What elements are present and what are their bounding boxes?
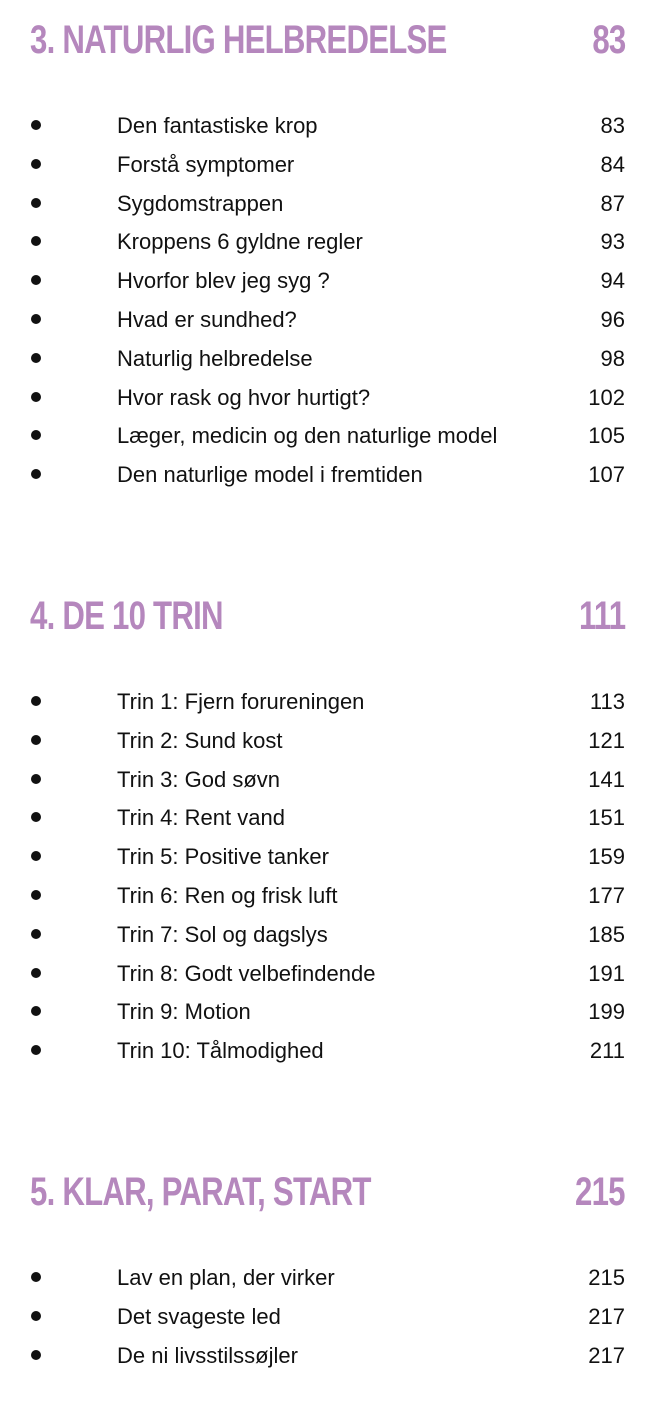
- toc-entry: [0, 1038, 669, 1077]
- entry-page-number: 93: [600, 229, 625, 255]
- entry-page-number: 98: [600, 345, 625, 371]
- toc-entry: [0, 268, 669, 307]
- bullet-icon: [31, 1045, 41, 1055]
- entry-title: Trin 10: Tålmodighed: [117, 1038, 324, 1064]
- toc-entry: [0, 883, 669, 922]
- section-title: 4. DE 10 TRIN: [30, 594, 223, 638]
- bullet-icon: [31, 353, 41, 363]
- entry-page-number: 96: [600, 306, 625, 332]
- toc-entry: [0, 229, 669, 268]
- toc-list: [0, 113, 669, 501]
- bullet-icon: [31, 735, 41, 745]
- entry-title: Den fantastiske krop: [117, 113, 318, 138]
- toc-entry: [0, 307, 669, 346]
- toc-section-3: [0, 18, 669, 488]
- section-heading: [0, 1170, 669, 1230]
- toc-entry: [0, 113, 669, 152]
- bullet-icon: [31, 159, 41, 169]
- toc-entry: [0, 805, 669, 844]
- toc-entry: [0, 152, 669, 191]
- entry-page-number: 159: [588, 844, 625, 870]
- entry-page-number: 121: [588, 727, 625, 753]
- bullet-icon: [31, 469, 41, 479]
- entry-title: Lav en plan, der virker: [117, 1265, 335, 1290]
- toc-entry: [0, 385, 669, 424]
- entry-title: Læger, medicin og den naturlige model: [117, 423, 498, 449]
- toc-entry: [0, 767, 669, 806]
- toc-section-4: [0, 594, 669, 1064]
- toc-entry: [0, 462, 669, 501]
- entry-page-number: 105: [588, 423, 625, 449]
- entry-title: Den naturlige model i fremtiden: [117, 462, 423, 488]
- toc-list: [0, 689, 669, 1077]
- section-page-number: 83: [591, 18, 625, 62]
- entry-page-number: 84: [600, 151, 625, 177]
- bullet-icon: [31, 812, 41, 822]
- toc-entry: [0, 1343, 669, 1382]
- bullet-icon: [31, 968, 41, 978]
- toc-entry: [0, 961, 669, 1000]
- bullet-icon: [31, 929, 41, 939]
- entry-page-number: 185: [588, 921, 625, 947]
- bullet-icon: [31, 236, 41, 246]
- bullet-icon: [31, 120, 41, 130]
- toc-section-5: [0, 1170, 669, 1368]
- toc-entry: [0, 689, 669, 728]
- bullet-icon: [31, 1311, 41, 1321]
- entry-title: Trin 6: Ren og frisk luft: [117, 882, 338, 908]
- bullet-icon: [31, 198, 41, 208]
- entry-page-number: 191: [588, 960, 625, 986]
- entry-page-number: 199: [588, 999, 625, 1025]
- entry-title: Sygdomstrappen: [117, 190, 284, 216]
- toc-entry: [0, 191, 669, 230]
- entry-page-number: 113: [589, 689, 625, 714]
- entry-page-number: 217: [588, 1303, 625, 1329]
- toc-entry: [0, 423, 669, 462]
- entry-page-number: 177: [588, 882, 625, 908]
- section-page-number: 215: [575, 1170, 625, 1214]
- toc-entry: [0, 844, 669, 883]
- entry-title: Naturlig helbredelse: [117, 345, 313, 371]
- toc-entry: [0, 1304, 669, 1343]
- section-heading: [0, 18, 669, 78]
- toc-entry: [0, 999, 669, 1038]
- entry-page-number: 211: [589, 1038, 625, 1064]
- entry-title: De ni livsstilssøjler: [117, 1342, 298, 1368]
- toc-entry: [0, 728, 669, 767]
- entry-page-number: 94: [600, 268, 625, 294]
- section-heading: [0, 594, 669, 654]
- entry-page-number: 217: [588, 1342, 625, 1368]
- toc-entry: [0, 922, 669, 961]
- bullet-icon: [31, 1272, 41, 1282]
- entry-page-number: 102: [588, 384, 625, 410]
- entry-title: Trin 9: Motion: [117, 999, 251, 1025]
- entry-title: Trin 7: Sol og dagslys: [117, 921, 328, 947]
- entry-title: Det svageste led: [117, 1303, 281, 1329]
- entry-title: Hvorfor blev jeg syg ?: [117, 268, 330, 294]
- toc-entry: [0, 1265, 669, 1304]
- entry-page-number: 87: [600, 190, 625, 216]
- entry-page-number: 107: [588, 462, 625, 488]
- entry-title: Hvad er sundhed?: [117, 306, 297, 332]
- bullet-icon: [31, 392, 41, 402]
- bullet-icon: [31, 890, 41, 900]
- entry-title: Trin 5: Positive tanker: [117, 844, 329, 870]
- bullet-icon: [31, 774, 41, 784]
- entry-title: Trin 3: God søvn: [117, 766, 281, 792]
- section-title: 5. KLAR, PARAT, START: [30, 1170, 371, 1214]
- entry-title: Trin 8: Godt velbefindende: [117, 960, 376, 986]
- entry-page-number: 151: [588, 805, 625, 831]
- entry-title: Trin 4: Rent vand: [117, 805, 285, 831]
- entry-page-number: 141: [588, 766, 625, 792]
- bullet-icon: [31, 1350, 41, 1360]
- bullet-icon: [31, 275, 41, 285]
- entry-title: Hvor rask og hvor hurtigt?: [117, 384, 371, 410]
- entry-title: Forstå symptomer: [117, 151, 295, 177]
- entry-title: Trin 2: Sund kost: [117, 727, 283, 753]
- section-title: 3. NATURLIG HELBREDELSE: [30, 18, 447, 62]
- section-page-number: 111: [578, 594, 625, 638]
- entry-page-number: 215: [588, 1265, 625, 1290]
- entry-title: Trin 1: Fjern forureningen: [117, 689, 365, 714]
- entry-title: Kroppens 6 gyldne regler: [117, 229, 363, 255]
- bullet-icon: [31, 696, 41, 706]
- bullet-icon: [31, 430, 41, 440]
- toc-entry: [0, 346, 669, 385]
- bullet-icon: [31, 1006, 41, 1016]
- toc-list: [0, 1265, 669, 1381]
- bullet-icon: [31, 851, 41, 861]
- bullet-icon: [31, 314, 41, 324]
- entry-page-number: 83: [600, 113, 625, 138]
